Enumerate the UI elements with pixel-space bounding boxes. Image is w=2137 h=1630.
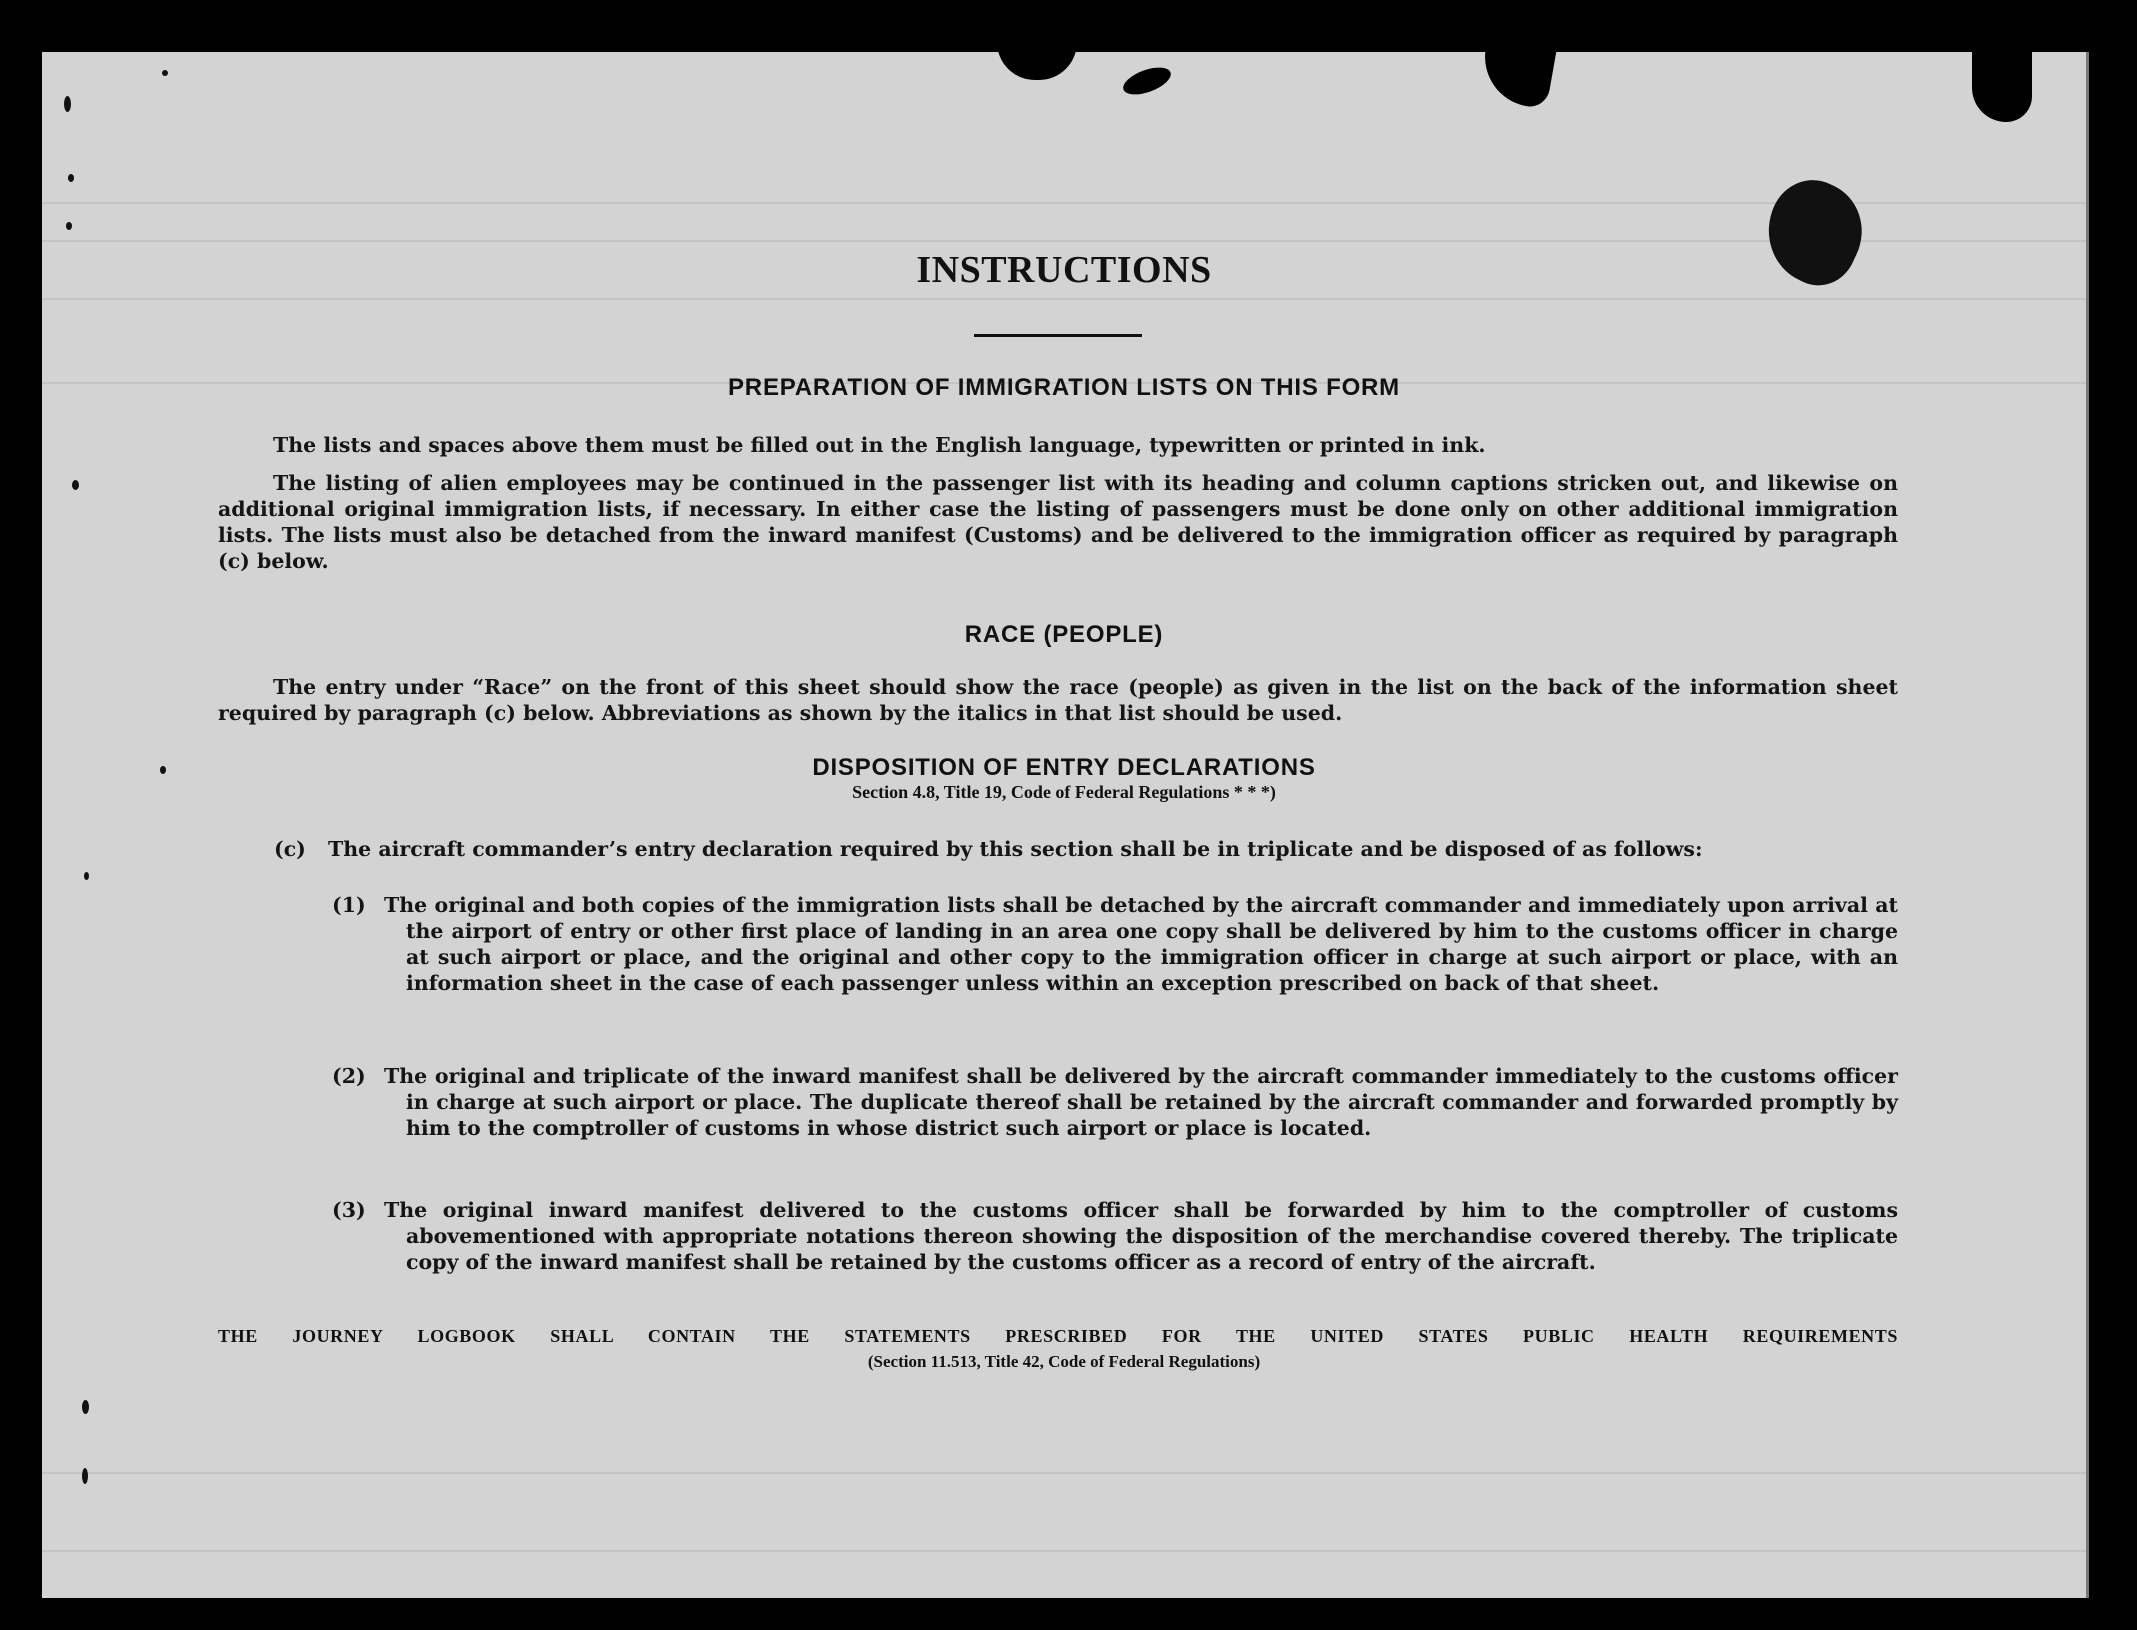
disposition-subheading: Section 4.8, Title 19, Code of Federal Regulations * * *) — [852, 782, 1276, 802]
torn-edge — [1120, 62, 1175, 100]
torn-edge — [1477, 52, 1557, 110]
bleed-line — [42, 298, 2086, 300]
speck — [68, 174, 74, 182]
page-title: INSTRUCTIONS — [916, 249, 1212, 291]
list-item — [332, 892, 1898, 1027]
list-item — [332, 1063, 1898, 1173]
torn-edge — [1972, 52, 2032, 122]
immigration-para-2: The listing of alien employees may be continued in the passenger list with its heading and column captions stricken out, and likewise on additional original immigration lists, if necessary. In either case the listing of passengers must be done only on other additional immigration lists. The lists must also be detached from the inward manifest (Customs) and be delivered to the immigration officer as required by paragraph (c) below. — [218, 471, 1898, 573]
race-heading: RACE (PEOPLE) — [964, 621, 1164, 648]
speck — [66, 222, 72, 230]
footer-statement: THE JOURNEY LOGBOOK SHALL CONTAIN THE STATEMENTS PRESCRIBED FOR THE UNITED STATES PUBLIC HEALTH REQUIREMENTS — [218, 1326, 1898, 1346]
item-number: (1) — [332, 893, 366, 917]
item-text: The original and triplicate of the inward manifest shall be delivered by the aircraft commander immediately to the customs officer in charge at such airport or place. The duplicate thereof shall be retained by the aircraft commander and forwarded promptly by him to the comptroller of customs in whose district such airport or place is located. — [384, 1064, 1898, 1140]
footer-citation: (Section 11.513, Title 42, Code of Federal Regulations) — [867, 1352, 1261, 1371]
speck — [84, 872, 89, 880]
immigration-heading: PREPARATION OF IMMIGRATION LISTS ON THIS FORM — [728, 374, 1400, 401]
speck — [64, 96, 71, 112]
bleed-line — [42, 1472, 2086, 1474]
disposition-heading: DISPOSITION OF ENTRY DECLARATIONS — [812, 754, 1316, 781]
list-item — [332, 1197, 1898, 1307]
item-number: (2) — [332, 1064, 366, 1088]
item-text: The original inward manifest delivered to the customs officer shall be forwarded by him to the comptroller of customs abovementioned with appropriate notations thereon showing the disposition of the merchandise covered thereby. The triplicate copy of the inward manifest shall be retained by the customs officer as a record of entry of the aircraft. — [384, 1198, 1898, 1274]
title-rule — [974, 334, 1142, 337]
bleed-line — [42, 1550, 2086, 1552]
paragraph-c-label: (c) — [274, 837, 306, 861]
document-page — [42, 52, 2089, 1598]
item-text: The original and both copies of the immigration lists shall be detached by the aircraft commander and immediately upon arrival at the airport of entry or other first place of landing in an area one copy shall be delivered by him to the customs officer in charge at such airport or place, and the original and other copy to the immigration officer in charge at such airport or place, with an information sheet in the case of each passenger unless within an exception prescribed on back of that sheet. — [384, 893, 1898, 995]
item-number: (3) — [332, 1198, 366, 1222]
speck — [72, 480, 79, 490]
speck — [82, 1468, 88, 1484]
paragraph-c-text: The aircraft commander’s entry declaration required by this section shall be in triplicate and be disposed of as follows: — [328, 837, 1703, 861]
immigration-para-1: The lists and spaces above them must be filled out in the English language, typewritten or printed in ink. — [273, 433, 1486, 457]
race-para: The entry under “Race” on the front of this sheet should show the race (people) as given in the list on the back of the information sheet required by paragraph (c) below. Abbreviations as shown by the italics in that list should be used. — [218, 675, 1898, 725]
speck — [82, 1400, 89, 1414]
speck — [162, 70, 168, 76]
torn-edge — [997, 52, 1077, 80]
paragraph-c — [274, 836, 1898, 866]
